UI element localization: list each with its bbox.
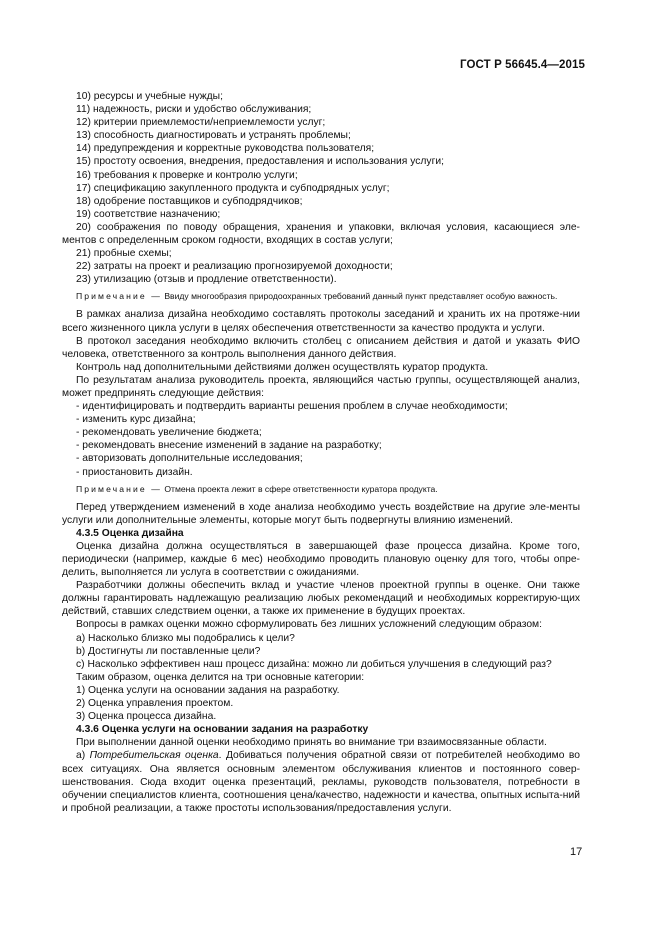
note-text: Отмена проекта лежит в сфере ответственности куратора продукта.	[161, 483, 438, 494]
paragraph: Таким образом, оценка делится на три основные категории:	[76, 671, 365, 683]
list-item: 20) соображения по поводу обращения, хранения и упаковки, включая условия, касающиеся эле-ментов с определенным сроком годности, входящих в состав услуги;	[62, 221, 580, 247]
item-text: . Добиваться получения обратной связи от потребителей необходимо во всех ситуациях. Она является основным элементом обслуживания клиентов и постоянного совер-шенствования. Сюда входит оценка презентаций, рекламы, руководств пользователя, потребности в обучении специалистов клиента, соотношения цена/качество, надежности и качества, опытных испыта-ний и пробной реализации, а также простоты использования/предоставления услуги.	[62, 750, 580, 814]
list-item: 16) требования к проверке и контролю услуги;	[76, 169, 298, 181]
list-item: 22) затраты на проект и реализацию прогнозируемой доходности;	[76, 261, 393, 273]
page-content	[62, 90, 580, 815]
note	[62, 290, 580, 302]
paragraph: Вопросы в рамках оценки можно сформулировать без лишних усложнений следующим образом:	[76, 619, 542, 631]
list-item: 19) соответствие назначению;	[76, 208, 221, 220]
document-header: ГОСТ Р 56645.4—2015	[460, 59, 585, 71]
section-heading: 4.3.6 Оценка услуги на основании задания на разработку	[76, 724, 369, 736]
dash-item: - приостановить дизайн.	[76, 466, 193, 478]
dash-item: - авторизовать дополнительные исследования;	[76, 453, 303, 465]
list-item: 17) спецификацию закупленного продукта и субподрядных услуг;	[76, 182, 390, 194]
paragraph: По результатам анализа руководитель проекта, являющийся частью группы, осуществляющей анализ, может предпринять следующие действия:	[62, 374, 580, 399]
category-item: 3) Оценка процесса дизайна.	[76, 711, 217, 723]
paragraph: При выполнении данной оценки необходимо принять во внимание три взаимосвязанные области.	[76, 737, 547, 749]
list-item: 12) критерии приемлемости/неприемлемости услуг;	[76, 117, 326, 129]
page-number: 17	[570, 846, 583, 858]
note	[62, 483, 580, 495]
list-item: 11) надежность, риски и удобство обслуживания;	[76, 104, 312, 116]
list-item: 13) способность диагностировать и устранять проблемы;	[76, 130, 351, 142]
question-item: c) Насколько эффективен наш процесс дизайна: можно ли добиться улучшения в следующий раз?	[76, 658, 552, 670]
item-prefix: а)	[76, 750, 90, 762]
section-heading: 4.3.5 Оценка дизайна	[76, 527, 184, 539]
list-item: 18) одобрение поставщиков и субподрядчиков;	[76, 195, 303, 207]
item-italic-term: Потребительская оценка	[89, 750, 219, 762]
paragraph	[62, 749, 580, 814]
list-item: 23) утилизацию (отзыв и продление ответственности).	[76, 274, 337, 286]
paragraph: Перед утверждением изменений в ходе анализа необходимо учесть воздействие на другие эле-менты услуги или дополнительные элементы, которые могут быть подвергнуты влиянию изменений.	[62, 501, 580, 526]
list-item: 14) предупреждения и корректные руководства пользователя;	[76, 143, 375, 155]
list-item: 10) ресурсы и учебные нужды;	[76, 91, 223, 102]
paragraph: Контроль над дополнительными действиями должен осуществлять куратор продукта.	[76, 361, 489, 373]
list-item: 21) пробные схемы;	[76, 248, 172, 260]
paragraph: В протокол заседания необходимо включить столбец с описанием действия и датой и указать ФИО человека, ответственного за контроль выполнения данного действия.	[62, 335, 580, 360]
note-text: Ввиду многообразия природоохранных требований данный пункт представляет особую важность.	[161, 291, 558, 302]
paragraph: Оценка дизайна должна осуществляться в завершающей фазе процесса дизайна. Кроме того, периодически (например, каждые 6 мес) необходимо проводить плановую оценку для того, чтобы опре-делить, выполняется ли услуга в соответствии с ожиданиями.	[62, 540, 580, 579]
dash-item: - рекомендовать внесение изменений в задание на разработку;	[76, 440, 382, 452]
category-item: 1) Оценка услуги на основании задания на разработку.	[76, 684, 340, 696]
dash-item: - рекомендовать увеличение бюджета;	[76, 427, 262, 439]
dash-item: - изменить курс дизайна;	[76, 414, 196, 426]
note-label: Примечание —	[76, 483, 162, 494]
paragraph: Разработчики должны обеспечить вклад и участие членов проектной группы в оценке. Они также должны гарантировать надлежащую реализацию любых рекомендаций и необходимых корректирую-щих действий, ставших следствием оценки, а также их применение в будущих проектах.	[62, 580, 580, 618]
list-item: 15) простоту освоения, внедрения, предоставления и использования услуги;	[76, 156, 444, 168]
note-label: Примечание —	[76, 291, 162, 302]
question-item: b) Достигнуты ли поставленные цели?	[76, 645, 261, 657]
question-item: a) Насколько близко мы подобрались к цели?	[76, 632, 295, 644]
dash-item: - идентифицировать и подтвердить варианты решения проблем в случае необходимости;	[76, 401, 508, 413]
category-item: 2) Оценка управления проектом.	[76, 698, 234, 710]
paragraph: В рамках анализа дизайна необходимо составлять протоколы заседаний и хранить их на протяже-нии всего жизненного цикла услуги в целях обеспечения ответственности за качество продукта и услуги.	[62, 309, 580, 334]
